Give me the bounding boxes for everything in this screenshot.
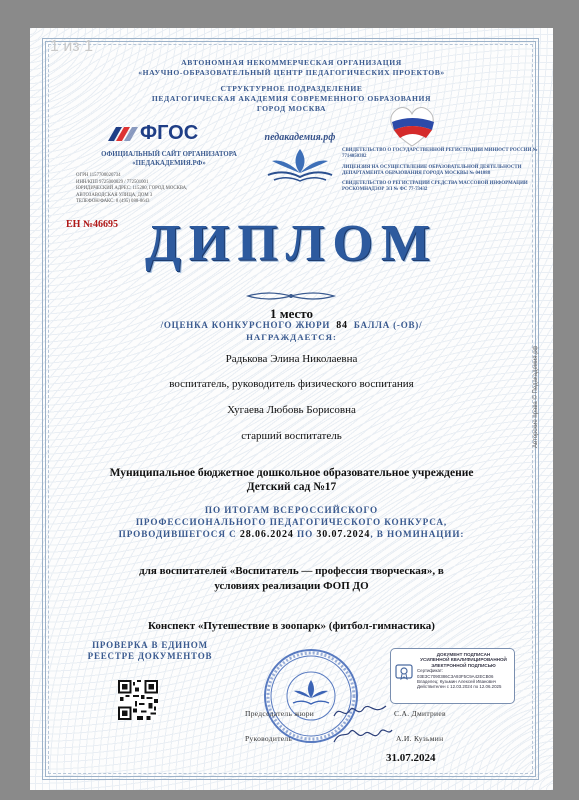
date-to: 30.07.2024: [316, 529, 371, 540]
esig-valid: Действителен с 12.03.2024 по 12.06.2025: [417, 684, 502, 690]
certificate-icon: [395, 663, 413, 681]
russia-flag-heart-icon: [384, 100, 440, 150]
registry-verify-label: [80, 640, 220, 662]
organization-header: [30, 58, 553, 78]
esig-owner: Владелец: Кузьмин Алексей Иванович: [417, 679, 496, 685]
institution: [30, 466, 553, 494]
issue-date: 31.07.2024: [386, 752, 436, 764]
diploma-title: ДИПЛОМ: [145, 215, 438, 272]
org-detail: ОГРН 1157700020734: [76, 173, 121, 178]
jury-chair-name: С.А. Дмитриев: [394, 709, 446, 718]
nomination-line-2: условиях реализации ФОП ДО: [214, 580, 369, 592]
org-detail: ИНН/КПП 9725000029 / 772501001: [76, 179, 149, 185]
contest-period-suffix: , В НОМИНАЦИИ:: [370, 529, 465, 539]
recipient-position: воспитатель, руководитель физического воспитания: [169, 378, 414, 390]
contest-line-3: [30, 528, 553, 541]
page-indicator: 1 из 1: [50, 38, 93, 55]
ornament-divider-icon: [246, 290, 336, 302]
site-line-2: «ПЕДАКАДЕМИЯ.РФ»: [132, 160, 206, 167]
diploma-sheet: [30, 28, 553, 790]
esig-title-1: ДОКУМЕНТ ПОДПИСАН: [436, 652, 491, 657]
score-line: [30, 320, 553, 331]
awarded-label: НАГРАЖДАЕТСЯ:: [246, 332, 337, 342]
registration-item: ЛИЦЕНЗИЯ НА ОСУЩЕСТВЛЕНИЕ ОБРАЗОВАТЕЛЬНОЙ ДЕЯТЕЛЬНОСТИ ДЕПАРТАМЕНТА ОБРАЗОВАНИЯ ГОРОДА МОСКВЫ № 041088: [342, 164, 522, 176]
work-title: Конспект «Путешествие в зоопарк» (фитбол-гимнастика): [148, 620, 435, 632]
fgos-logo-text: ФГОС: [140, 122, 199, 144]
pedakademia-logo-text: педакадемия.рф: [264, 132, 336, 143]
institution-line-2: Детский сад №17: [246, 481, 337, 493]
org-detail: АВТОЗАВОДСКАЯ УЛИЦА, ДОМ 3: [76, 192, 153, 198]
department-header: [30, 84, 553, 114]
jury-chair-signature: [330, 700, 390, 722]
site-line-1: ОФИЦИАЛЬНЫЙ САЙТ ОРГАНИЗАТОРА: [101, 151, 237, 158]
esig-cert: Сертификат: 03E3C7090386C3A93F5C9A42ECB06: [417, 668, 494, 679]
org-line-1: АВТОНОМНАЯ НЕКОММЕРЧЕСКАЯ ОРГАНИЗАЦИЯ: [181, 58, 402, 67]
org-detail: ТЕЛЕФОН/ФАКС: 8 (495) 088-8643: [76, 199, 150, 204]
esig-title-2: УСИЛЕННОЙ КВАЛИФИЦИРОВАННОЙ: [420, 657, 507, 663]
dept-line-3: ГОРОД МОСКВА: [256, 104, 327, 113]
contest-description: [30, 504, 553, 541]
nomination-line-1: для воспитателей «Воспитатель — профессия творческая», в: [139, 565, 444, 577]
head-signature: [332, 724, 394, 746]
pedakademia-logo: [260, 132, 340, 188]
org-line-2: «НАУЧНО-ОБРАЗОВАТЕЛЬНЫЙ ЦЕНТР ПЕДАГОГИЧЕСКИХ ПРОЕКТОВ»: [138, 68, 445, 77]
institution-line-1: Муниципальное бюджетное дошкольное образовательное учреждение: [109, 467, 474, 479]
score-suffix: БАЛЛА (-ОВ)/: [353, 320, 423, 330]
head-name: А.И. Кузьмин: [396, 734, 444, 743]
copyright-vertical: Авторские права © Педакадемия.рф: [533, 345, 539, 448]
contest-period-prefix: ПРОВОДИВШЕГОСЯ С: [118, 529, 237, 539]
contest-line-2: ПРОФЕССИОНАЛЬНОГО ПЕДАГОГИЧЕСКОГО КОНКУРСА,: [135, 517, 448, 527]
recipient-position: старший воспитатель: [241, 430, 342, 442]
organization-details: [76, 173, 236, 206]
head-label: Руководитель: [245, 734, 293, 743]
open-book-icon: [260, 143, 340, 183]
verify-line-1: ПРОВЕРКА В ЕДИНОМ: [92, 640, 208, 650]
qr-code[interactable]: [118, 680, 158, 720]
org-detail: ЮРИДИЧЕСКИЙ АДРЕС: 115280, ГОРОД МОСКВА,: [76, 186, 188, 191]
organizer-site: [84, 150, 254, 168]
contest-line-1: ПО ИТОГАМ ВСЕРОССИЙСКОГО: [204, 505, 379, 515]
date-from: 28.06.2024: [239, 529, 294, 540]
registration-item: СВИДЕТЕЛЬСТВО О РЕГИСТРАЦИИ СРЕДСТВА МАССОВОЙ ИНФОРМАЦИИ РОСКОМНАДЗОР ЭЛ № ФС 77-73432: [342, 181, 528, 193]
place: 1 место: [269, 306, 314, 321]
score-prefix: /ОЦЕНКА КОНКУРСНОГО ЖЮРИ: [160, 320, 331, 330]
serial-number: ЕН №46695: [66, 219, 118, 230]
contest-period-mid: ПО: [297, 529, 314, 539]
dept-line-2: ПЕДАГОГИЧЕСКАЯ АКАДЕМИЯ СОВРЕМЕННОГО ОБРАЗОВАНИЯ: [151, 94, 432, 103]
verify-line-2: РЕЕСТРЕ ДОКУМЕНТОВ: [87, 651, 213, 661]
jury-chair-label: Председатель жюри: [245, 709, 315, 718]
recipient-name: Радькова Элина Николаевна: [225, 353, 358, 365]
score-value: 84: [336, 320, 348, 331]
fgos-mark-icon: [108, 127, 138, 141]
nomination: [30, 564, 553, 594]
fgos-logo: [108, 121, 228, 147]
electronic-signature-box: [390, 648, 515, 704]
esig-title-3: ЭЛЕКТРОННОЙ ПОДПИСЬЮ: [431, 662, 496, 668]
recipient-name: Хугаева Любовь Борисовна: [227, 404, 356, 416]
registration-item: СВИДЕТЕЛЬСТВО О ГОСУДАРСТВЕННОЙ РЕГИСТРАЦИИ МИНЮСТ РОССИИ № 7714050382: [342, 148, 538, 160]
dept-line-1: СТРУКТУРНОЕ ПОДРАЗДЕЛЕНИЕ: [220, 84, 363, 93]
registration-info: [342, 148, 542, 198]
